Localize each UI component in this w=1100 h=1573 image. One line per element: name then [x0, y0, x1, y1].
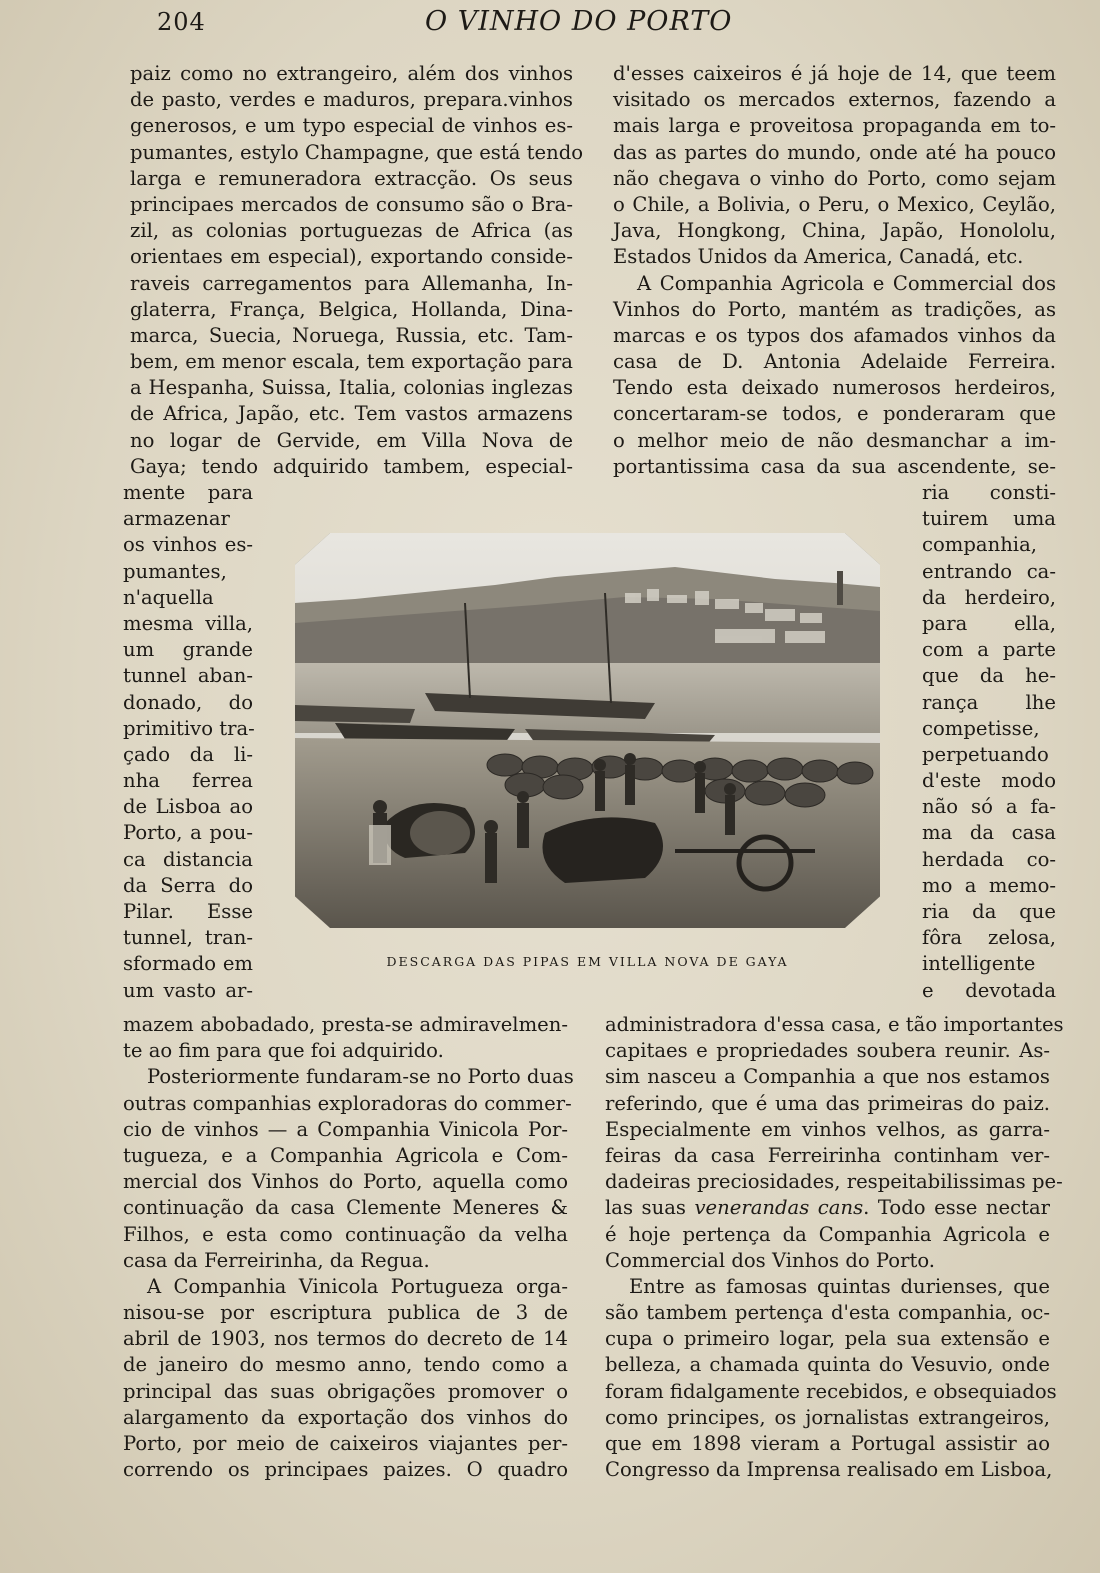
text-line: mais larga e proveitosa propaganda em to- — [613, 114, 1056, 138]
text-line: abril de 1903, nos termos do decreto de 14 — [123, 1327, 568, 1351]
text-line: Tendo esta deixado numerosos herdeiros, — [613, 376, 1056, 400]
text-line: perpetuando — [922, 742, 1049, 766]
text-line: foram fidalgamente recebidos, e obsequiados — [605, 1379, 1057, 1403]
text-line: Commercial dos Vinhos do Porto. — [605, 1248, 936, 1272]
text-line: o melhor meio de não desmanchar a im- — [613, 428, 1056, 452]
text-line: çado da li- — [123, 742, 253, 766]
text-line: mercial dos Vinhos do Porto, aquella como — [123, 1170, 568, 1194]
text-line: não chegava o vinho do Porto, como sejam — [613, 166, 1056, 190]
text-line: Gaya; tendo adquirido tambem, especial- — [130, 454, 573, 478]
text-line: armazenar — [123, 507, 230, 531]
text-line: tuirem uma — [922, 507, 1056, 531]
text-line: Congresso da Imprensa realisado em Lisboa, — [605, 1458, 1053, 1482]
text-line: paiz como no extrangeiro, além dos vinhos — [130, 62, 573, 85]
text-line: pumantes, estylo Champagne, que está tendo — [130, 140, 584, 164]
text-line: ca distancia — [123, 847, 253, 871]
text-line: Especialmente em vinhos velhos, as garra- — [605, 1117, 1050, 1141]
text-line: generosos, e um typo especial de vinhos es- — [130, 114, 573, 138]
text-line: correndo os principaes paizes. O quadro — [123, 1458, 568, 1482]
text-line: primitivo tra- — [123, 716, 255, 740]
text-line: principal das suas obrigações promover o — [123, 1379, 568, 1403]
text-line: Porto, a pou- — [123, 821, 253, 845]
text-line: ria da que — [922, 900, 1056, 923]
figure-caption: DESCARGA DAS PIPAS EM VILLA NOVA DE GAYA — [386, 954, 789, 969]
text-line: como principes, os jornalistas extrangeiros, — [605, 1405, 1050, 1429]
text-line: mo a memo- — [922, 873, 1056, 897]
text-line: sim nasceu a Companhia a que nos estamos — [605, 1065, 1050, 1089]
text-line: companhia, — [922, 533, 1037, 557]
right-column-top — [613, 61, 1056, 480]
text-line: n'aquella — [123, 585, 214, 609]
text-line: de pasto, verdes e maduros, prepara.vinhos — [130, 88, 573, 112]
text-line: a Hespanha, Suissa, Italia, colonias inglezas — [130, 376, 573, 400]
text-line: Filhos, e esta como continuação da velha — [123, 1222, 568, 1246]
text-line: tugueza, e a Companhia Agricola e Com- — [123, 1143, 568, 1167]
text-line: rança lhe — [922, 690, 1056, 714]
text-line: casa da Ferreirinha, da Regua. — [123, 1248, 430, 1272]
text-line: para ella, — [922, 611, 1056, 635]
text-line: Porto, por meio de caixeiros viajantes per- — [123, 1432, 568, 1455]
running-title: O VINHO DO PORTO — [425, 6, 733, 37]
text-line: nha ferrea — [123, 769, 253, 793]
text-line: sformado em — [123, 952, 253, 976]
text-line: portantissima casa da sua ascendente, se- — [613, 454, 1056, 478]
text-line: d'esses caixeiros é já hoje de 14, que teem — [613, 62, 1056, 85]
text-line: marca, Suecia, Noruega, Russia, etc. Tam- — [130, 323, 573, 347]
text-line: de Africa, Japão, etc. Tem vastos armazens — [130, 402, 573, 426]
right-column-bottom — [605, 1012, 1064, 1483]
text-line: te ao fim para que foi adquirido. — [123, 1039, 444, 1063]
text-line: um vasto ar- — [123, 978, 253, 1002]
text-line: principaes mercados de consumo são o Bra- — [130, 192, 573, 216]
text-line: tunnel aban- — [123, 664, 253, 688]
text-line: com a parte — [922, 638, 1056, 662]
left-column-top — [130, 61, 584, 480]
text-line: visitado os mercados externos, fazendo a — [613, 88, 1056, 112]
text-line: zil, as colonias portuguezas de Africa (as — [130, 219, 573, 243]
text-line: marcas e os typos dos afamados vinhos da — [613, 323, 1056, 347]
text-line: outras companhias exploradoras do commer- — [123, 1091, 572, 1115]
text-line: raveis carregamentos para Allemanha, In- — [130, 271, 573, 295]
text-line: Estados Unidos da America, Canadá, etc. — [613, 245, 1024, 269]
text-line: mente para — [123, 481, 253, 504]
text-line: um grande — [123, 638, 253, 662]
text-line: o Chile, a Bolivia, o Peru, o Mexico, Ceylão, — [613, 192, 1056, 216]
text-line: donado, do — [123, 690, 253, 714]
text-line: herdada co- — [922, 847, 1056, 871]
text-line: orientaes em especial), exportando conside- — [130, 245, 573, 269]
text-fragment: las suas — [605, 1196, 695, 1220]
right-column-wrap — [922, 480, 1056, 1004]
text-line: intelligente — [922, 952, 1036, 976]
text-line: alargamento da exportação dos vinhos do — [123, 1405, 568, 1429]
text-line: e devotada — [922, 978, 1056, 1002]
text-line: competisse, — [922, 716, 1040, 740]
text-line: larga e remuneradora extracção. Os seus — [130, 166, 573, 190]
text-line: continuação da casa Clemente Meneres & — [123, 1196, 568, 1220]
photo-unloading-barrels — [295, 533, 880, 928]
harbor-photo-illustration — [295, 533, 880, 928]
text-line: no logar de Gervide, em Villa Nova de — [130, 428, 573, 452]
text-line: mesma villa, — [123, 611, 253, 635]
text-line: referindo, que é uma das primeiras do paiz. — [605, 1091, 1050, 1115]
text-line-with-italic — [605, 1195, 1050, 1221]
text-fragment: . Todo esse nectar — [863, 1196, 1050, 1220]
text-line: é hoje pertença da Companhia Agricola e — [605, 1222, 1050, 1246]
text-line: da Serra do — [123, 873, 253, 897]
text-line: belleza, a chamada quinta do Vesuvio, onde — [605, 1353, 1050, 1377]
page-header — [0, 4, 1100, 44]
text-line: concertaram-se todos, e ponderaram que — [613, 402, 1056, 426]
text-line: ma da casa — [922, 821, 1056, 845]
text-line: são tambem pertença d'esta companhia, oc- — [605, 1301, 1050, 1325]
text-line: bem, em menor escala, tem exportação para — [130, 350, 573, 374]
left-column-wrap — [123, 480, 253, 1004]
text-line: que em 1898 vieram a Portugal assistir ao — [605, 1432, 1050, 1455]
text-line: ria consti- — [922, 481, 1056, 504]
text-line: dadeiras preciosidades, respeitabilissimas pe- — [605, 1170, 1063, 1194]
text-line: administradora d'essa casa, e tão importantes — [605, 1013, 1064, 1036]
text-line: entrando ca- — [922, 559, 1056, 583]
text-line: glaterra, França, Belgica, Hollanda, Dina- — [130, 297, 573, 321]
italic-phrase: venerandas cans — [694, 1196, 864, 1220]
text-line: Pilar. Esse — [123, 900, 253, 923]
text-line: de Lisboa ao — [123, 795, 253, 819]
left-column-bottom — [123, 1012, 574, 1483]
text-line: Posteriormente fundaram-se no Porto duas — [147, 1065, 574, 1089]
text-line: A Companhia Vinicola Portugueza orga- — [147, 1274, 568, 1298]
text-line: d'este modo — [922, 769, 1056, 793]
text-line: Java, Hongkong, China, Japão, Honololu, — [613, 219, 1056, 243]
text-line: A Companhia Agricola e Commercial dos — [637, 271, 1056, 295]
text-line: de janeiro do mesmo anno, tendo como a — [123, 1353, 568, 1377]
text-line: mazem abobadado, presta-se admiravelmen- — [123, 1013, 568, 1036]
text-line: feiras da casa Ferreirinha continham ver- — [605, 1143, 1050, 1167]
text-line: Entre as famosas quintas durienses, que — [629, 1274, 1050, 1298]
text-line: cio de vinhos — a Companhia Vinicola Por- — [123, 1117, 568, 1141]
text-line: cupa o primeiro logar, pela sua extensão e — [605, 1327, 1050, 1351]
text-line: pumantes, — [123, 559, 227, 583]
page-number: 204 — [157, 8, 206, 36]
text-line: os vinhos es- — [123, 533, 253, 557]
text-line: capitaes e propriedades soubera reunir. As- — [605, 1039, 1050, 1063]
text-line: Vinhos do Porto, mantém as tradições, as — [613, 297, 1056, 321]
text-line: da herdeiro, — [922, 585, 1056, 609]
text-line: casa de D. Antonia Adelaide Ferreira. — [613, 350, 1056, 374]
text-line: tunnel, tran- — [123, 926, 253, 950]
text-line: das as partes do mundo, onde até ha pouco — [613, 140, 1056, 164]
text-line: fôra zelosa, — [922, 926, 1056, 950]
text-line: não só a fa- — [922, 795, 1056, 819]
text-line: que da he- — [922, 664, 1056, 688]
text-line: nisou-se por escriptura publica de 3 de — [123, 1301, 568, 1325]
